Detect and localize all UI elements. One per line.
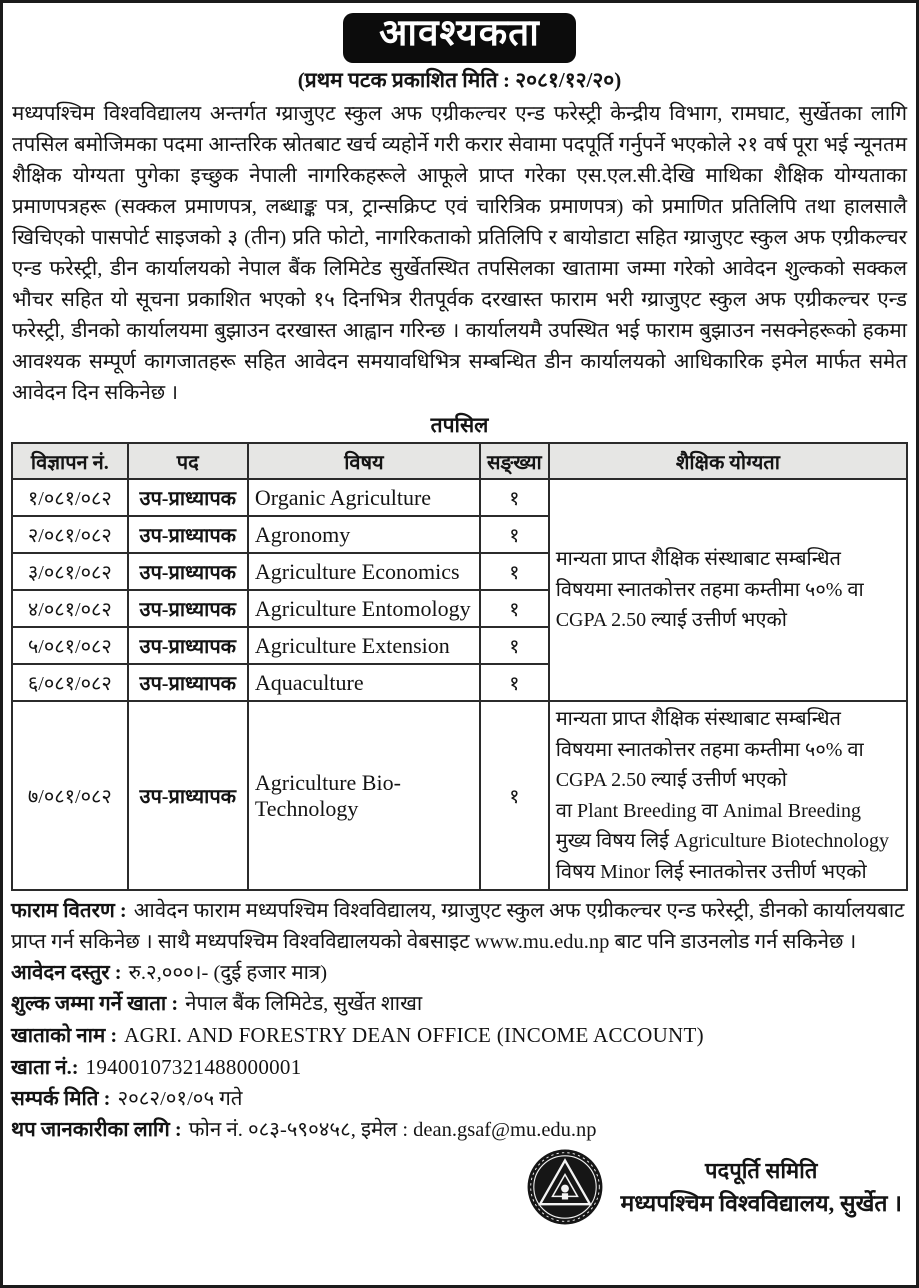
advt-no-cell: ३/०८१/०८२: [12, 553, 128, 590]
application-fee-label: आवेदन दस्तुर :: [11, 962, 122, 984]
table-caption: तपसिल: [430, 413, 489, 437]
count-cell: १: [480, 590, 549, 627]
account-name-label: खाताको नाम :: [11, 1025, 118, 1047]
post-cell: उप-प्राध्यापक: [128, 516, 248, 553]
application-fee-line: [11, 958, 908, 989]
form-distribution-line: [11, 896, 908, 958]
merged-qualification-cell: मान्यता प्राप्त शैक्षिक संस्थाबाट सम्बन्धित विषयमा स्नातकोत्तर तहमा कम्तीमा ५०% वा CGPA 2.50 ल्याई उत्तीर्ण भएको: [549, 479, 907, 701]
notice-body: मध्यपश्चिम विश्वविद्यालय अन्तर्गत ग्य्राजुएट स्कुल अफ एग्रीकल्चर एन्ड फरेस्ट्री केन्द्रीय विभाग, रामघाट, सुर्खेतका लागि तपसिल बमोजिमका पदमा आन्तरिक स्रोतबाट खर्च व्यहोर्ने गरी करार सेवामा पदपूर्ति गर्नुपर्ने भएकोले २१ वर्ष पूरा भई न्यूनतम शैक्षिक योग्यता पुगेका इच्छुक नेपाली नागरिकहरूले आफूले प्राप्त गरेका एस.एल.सी.देखि माथिका शैक्षिक योग्यताका प्रमाणपत्रहरू (सक्कल प्रमाणपत्र, लब्धाङ्क पत्र, ट्रान्सक्रिप्ट एवं चारित्रिक प्रमाणपत्र) को प्रमाणित प्रतिलिपि तथा हालसालै खिचिएको पासपोर्ट साइजको ३ (तीन) प्रति फोटो, नागरिकताको प्रतिलिपि र बायोडाटा सहित ग्य्राजुएट स्कुल अफ एग्रीकल्चर एन्ड फरेस्ट्री, डीन कार्यालयको नेपाल बैंक लिमिटेड सुर्खेतस्थित तपसिलका खातामा जम्मा गरेको आवेदन शुल्कको सक्कल भौचर सहित यो सूचना प्रकाशित भएको १५ दिनभित्र रीतपूर्वक दरखास्त फाराम भरी ग्य्राजुएट स्कुल अफ एग्रीकल्चर एन्ड फरेस्ट्री, डीनको कार्यालयमा बुझाउन दरखास्त आह्वान गरिन्छ । कार्यालयमै उपस्थित भई फाराम बुझाउन नसक्नेहरूको हकमा आवश्यक सम्पूर्ण कागजातहरू सहित आवेदन समयावधिभित्र सम्बन्धित डीन कार्यालयको आधिकारिक इमेल मार्फत समेत आवेदन दिन सकिनेछ ।: [12, 103, 907, 404]
notice-footer: [11, 896, 908, 1146]
subject-cell: Agriculture Bio-Technology: [248, 701, 480, 890]
post-cell: उप-प्राध्यापक: [128, 701, 248, 890]
subject-cell: Agriculture Economics: [248, 553, 480, 590]
university-seal-icon: [526, 1148, 604, 1226]
advt-no-cell: ५/०८१/०८२: [12, 627, 128, 664]
advt-no-cell: ७/०८१/०८२: [12, 701, 128, 890]
table-header-row: [12, 443, 907, 479]
post-cell: उप-प्राध्यापक: [128, 590, 248, 627]
signature-committee: पदपूर्ति समिति: [705, 1158, 818, 1183]
account-number-line: [11, 1052, 908, 1084]
more-info-label: थप जानकारीका लागि :: [11, 1119, 182, 1141]
account-name-line: [11, 1020, 908, 1052]
contact-date-value: २०८२/०१/०५ गते: [117, 1088, 243, 1110]
account-number-value: 19400107321488000001: [85, 1055, 302, 1079]
header-count: सङ्ख्या: [480, 443, 549, 479]
count-cell: १: [480, 516, 549, 553]
publish-date-subtitle: (प्रथम पटक प्रकाशित मिति : २०८१/१२/२०): [297, 68, 622, 92]
deposit-account-label: शुल्क जम्मा गर्ने खाता :: [11, 993, 179, 1015]
signature-university: मध्यपश्चिम विश्वविद्यालय, सुर्खेत ।: [620, 1191, 902, 1216]
subject-cell: Organic Agriculture: [248, 479, 480, 516]
subject-cell: Agronomy: [248, 516, 480, 553]
count-cell: १: [480, 627, 549, 664]
title-banner: [343, 13, 576, 63]
advt-no-cell: ६/०८१/०८२: [12, 664, 128, 701]
header-advt-no: विज्ञापन नं.: [12, 443, 128, 479]
count-cell: १: [480, 664, 549, 701]
form-distribution-value: आवेदन फाराम मध्यपश्चिम विश्वविद्यालय, ग्य्राजुएट स्कुल अफ एग्रीकल्चर एन्ड फरेस्ट्री, डीनको कार्यालयबाट प्राप्त गर्न सकिनेछ । साथै मध्यपश्चिम विश्वविद्यालयको वेबसाइट www.mu.edu.np बाट पनि डाउनलोड गर्न सकिनेछ ।: [11, 900, 905, 953]
header-qualification: शैक्षिक योग्यता: [549, 443, 907, 479]
post-cell: उप-प्राध्यापक: [128, 664, 248, 701]
notice-title: आवश्यकता: [379, 13, 540, 54]
signature-text: [620, 1154, 902, 1220]
header-subject: विषय: [248, 443, 480, 479]
vacancy-table: [11, 442, 908, 891]
subject-cell: Agriculture Extension: [248, 627, 480, 664]
contact-date-line: [11, 1084, 908, 1115]
contact-date-label: सम्पर्क मिति :: [11, 1088, 111, 1110]
count-cell: १: [480, 553, 549, 590]
deposit-account-value: नेपाल बैंक लिमिटेड, सुर्खेत शाखा: [185, 993, 423, 1015]
qualification-text-1: मान्यता प्राप्त शैक्षिक संस्थाबाट सम्बन्धित विषयमा स्नातकोत्तर तहमा कम्तीमा ५०% वा CGPA 2.50 ल्याई उत्तीर्ण भएको: [555, 708, 864, 791]
table-row: [12, 479, 907, 516]
account-number-label: खाता नं.:: [11, 1057, 79, 1079]
subject-cell: Aquaculture: [248, 664, 480, 701]
application-fee-value: रु.२,०००।- (दुई हजार मात्र): [128, 962, 328, 984]
table-row: [12, 701, 907, 890]
advt-no-cell: १/०८१/०८२: [12, 479, 128, 516]
signature-block: [11, 1148, 908, 1226]
more-info-value: फोन नं. ०८३-५९०४५८, इमेल : dean.gsaf@mu.edu.np: [188, 1119, 597, 1141]
count-cell: १: [480, 701, 549, 890]
qualification-text-2: वा Plant Breeding वा Animal Breeding मुख्य विषय लिई Agriculture Biotechnology विषय Minor लिई स्नातकोत्तर उत्तीर्ण भएको: [555, 799, 889, 883]
advt-no-cell: ४/०८१/०८२: [12, 590, 128, 627]
count-cell: १: [480, 479, 549, 516]
advt-no-cell: २/०८१/०८२: [12, 516, 128, 553]
post-cell: उप-प्राध्यापक: [128, 479, 248, 516]
more-info-line: [11, 1115, 908, 1146]
subject-cell: Agriculture Entomology: [248, 590, 480, 627]
form-distribution-label: फाराम वितरण :: [11, 900, 127, 922]
account-name-value: AGRI. AND FORESTRY DEAN OFFICE (INCOME ACCOUNT): [124, 1023, 704, 1047]
qualification-cell: [549, 701, 907, 890]
deposit-account-line: [11, 989, 908, 1020]
header-post: पद: [128, 443, 248, 479]
post-cell: उप-प्राध्यापक: [128, 627, 248, 664]
post-cell: उप-प्राध्यापक: [128, 553, 248, 590]
